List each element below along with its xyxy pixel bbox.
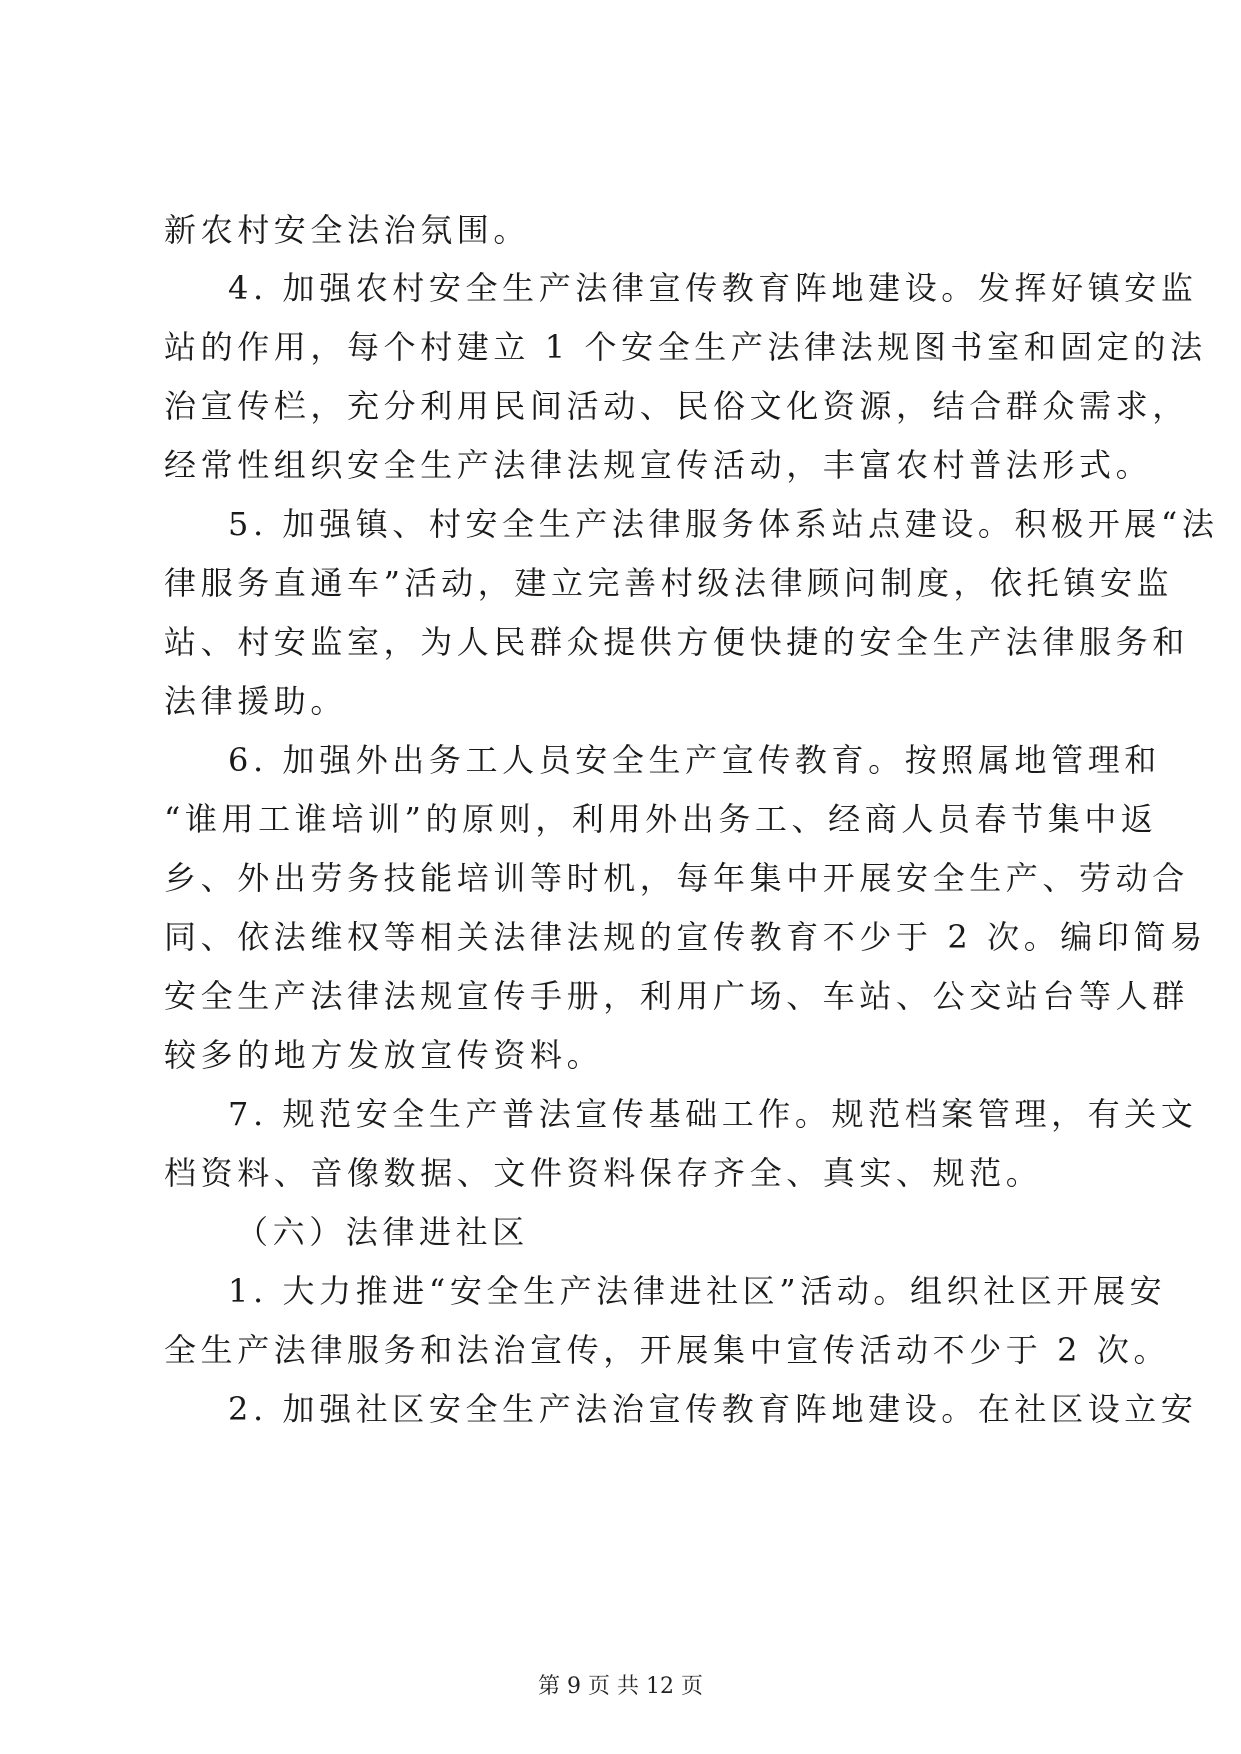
paragraph-line: 档资料、音像数据、文件资料保存齐全、真实、规范。 (164, 1154, 1043, 1192)
paragraph-line: 站的作用，每个村建立 1 个安全生产法律法规图书室和固定的法 (164, 328, 1207, 366)
paragraph-line: 乡、外出劳务技能培训等时机，每年集中开展安全生产、劳动合 (164, 859, 1189, 897)
paragraph-line: 新农村安全法治氛围。 (164, 211, 531, 249)
paragraph-line: 站、村安监室，为人民群众提供方便快捷的安全生产法律服务和 (164, 623, 1189, 661)
paragraph-line: 治宣传栏，充分利用民间活动、民俗文化资源，结合群众需求， (164, 387, 1189, 425)
paragraph-line: 律服务直通车”活动，建立完善村级法律顾问制度，依托镇安监 (164, 564, 1174, 602)
page-footer: 第 9 页 共 12 页 (538, 1674, 703, 1699)
paragraph-line: 4. 加强农村安全生产法律宣传教育阵地建设。发挥好镇安监 (228, 269, 1198, 307)
paragraph-line: 2. 加强社区安全生产法治宣传教育阵地建设。在社区设立安 (228, 1390, 1198, 1428)
paragraph-line: 较多的地方发放宣传资料。 (164, 1036, 604, 1074)
paragraph-line: 7. 规范安全生产普法宣传基础工作。规范档案管理，有关文 (228, 1095, 1198, 1133)
paragraph-line: 法律援助。 (164, 682, 348, 720)
section-heading: （六）法律进社区 (236, 1213, 529, 1251)
paragraph-line: 安全生产法律法规宣传手册，利用广场、车站、公交站台等人群 (164, 977, 1189, 1015)
paragraph-line: 同、依法维权等相关法律法规的宣传教育不少于 2 次。编印简易 (164, 918, 1207, 956)
paragraph-line: 经常性组织安全生产法律法规宣传活动，丰富农村普法形式。 (164, 446, 1153, 484)
paragraph-line: 5. 加强镇、村安全生产法律服务体系站点建设。积极开展“法 (228, 505, 1219, 543)
paragraph-line: “谁用工谁培训”的原则，利用外出务工、经商人员春节集中返 (164, 800, 1158, 838)
paragraph-line: 全生产法律服务和法治宣传，开展集中宣传活动不少于 2 次。 (164, 1331, 1171, 1369)
paragraph-line: 6. 加强外出务工人员安全生产宣传教育。按照属地管理和 (228, 741, 1161, 779)
paragraph-line: 1. 大力推进“安全生产法律进社区”活动。组织社区开展安 (228, 1272, 1167, 1310)
